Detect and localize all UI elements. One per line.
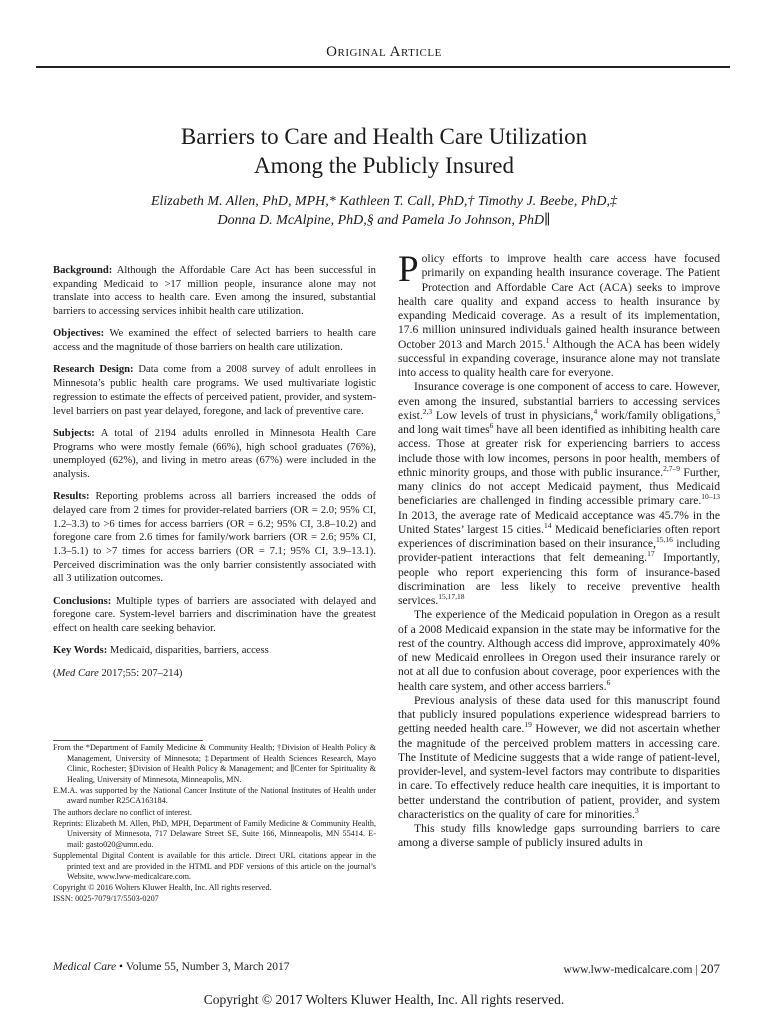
body-text: work/family obligations, bbox=[597, 408, 717, 422]
body-paragraph bbox=[398, 694, 720, 822]
abstract-objectives bbox=[53, 327, 376, 354]
citation-ref: 15,17,18 bbox=[438, 592, 465, 602]
section-label: Original Article bbox=[326, 44, 442, 60]
abstract-text: Multiple types of barriers are associated with delayed and foregone care. System-level barriers and discrimination have the greatest effect on health care seeking behavior. bbox=[53, 595, 376, 635]
body-text: including provider-patient interactions that felt demeaning. bbox=[398, 537, 720, 565]
article-title bbox=[60, 122, 708, 180]
body-paragraph bbox=[398, 380, 720, 608]
abstract-label: Background: bbox=[53, 265, 113, 276]
footnote-issn: ISSN: 0025-7079/17/5503-0207 bbox=[53, 894, 159, 904]
author-line: Donna D. McAlpine, PhD,§ and Pamela Jo Johnson, PhD∥ bbox=[217, 213, 551, 228]
citation-ref: 3 bbox=[634, 805, 639, 815]
footer-journal-info bbox=[53, 961, 290, 973]
citation-ref: 1 bbox=[545, 335, 550, 345]
citation-ref: 19 bbox=[524, 720, 532, 730]
footer-journal-name: Medical Care bbox=[53, 961, 117, 973]
citation-ref: 15,16 bbox=[655, 535, 673, 545]
body-text: The experience of the Medicaid population in Oregon as a result of a 2008 Medicaid expansion in the state may be informative for the rest of the country. Although access did improve, approximately 40% of new Medicaid enrollees in Oregon used their insurance rarely or not at all due to confusion about coverage, poor experiences with the health care system, and other access barriers. bbox=[398, 608, 720, 693]
body-text: However, we did not ascertain whether the magnitude of the perceived problem matters in accessing care. The Institute of Medicine suggests that a wide range of patient-level, provider-level, and system-level factors may contribute to disparities in care. To effectively reduce health care inequities, it is important to better understand the contribution of patient, provider, and system characteristics on the quality of care for minorities. bbox=[398, 722, 721, 821]
citation-ref: 4 bbox=[593, 406, 598, 416]
abstract-background bbox=[53, 264, 376, 319]
body-paragraph bbox=[398, 608, 720, 694]
abstract bbox=[53, 264, 376, 689]
citation-rest: 2017;55: 207–214) bbox=[101, 667, 183, 679]
footer-bullet: • bbox=[119, 961, 124, 973]
abstract-citation bbox=[53, 667, 376, 681]
body-text: Importantly, people who report experiencing this form of insurance-based discrimination are less likely to receive preventive health services. bbox=[398, 551, 721, 607]
title-line: Barriers to Care and Health Care Utilization bbox=[180, 124, 588, 149]
page-number: 207 bbox=[700, 961, 720, 976]
body-text: In 2013, the average rate of Medicaid acceptance was 45.7% in the United States’ largest 15 cities. bbox=[398, 508, 720, 536]
citation-ref: 2,7–9 bbox=[663, 463, 680, 473]
abstract-text: Medicaid, disparities, barriers, access bbox=[109, 645, 269, 657]
body-text: Insurance coverage is one component of access to care. However, even among the insured, substantial barriers to accessing services exist. bbox=[398, 380, 720, 422]
footnote-reprints: Reprints: Elizabeth M. Allen, PhD, MPH, Department of Family Medicine & Community Health, University of Minnesota, 717 Delaware Street SE, Suite 166, Minneapolis, MN 55414. E-mail: gasto020@umn.edu. bbox=[53, 818, 376, 849]
footer-site-info bbox=[564, 961, 720, 977]
body-text: Although the ACA has been widely successful in expanding coverage, insurance alone may not translate into access to quality health care for everyone. bbox=[398, 337, 720, 379]
body-text: have all been identified as inhibiting health care access. Those at greater risk for experiencing barriers to access include those with low incomes, persons in poor health, members of ethnic minority groups, and those with public insurance. bbox=[398, 423, 720, 479]
body-text: Medicaid beneficiaries often report experiences of discrimination based on their insurance, bbox=[398, 522, 720, 550]
body-paragraph bbox=[398, 249, 720, 380]
footnote-rule bbox=[53, 740, 203, 741]
body-text: Previous analysis of these data used for this manuscript found that publicly insured populations experience widespread barriers to getting needed health care. bbox=[398, 693, 720, 736]
header-rule bbox=[36, 66, 730, 68]
abstract-text: A total of 2194 adults enrolled in Minnesota Health Care Programs who were mostly female (66%), high school graduates (76%), unemployed (62%), and living in metro areas (67%) were included in the analysis. bbox=[53, 427, 376, 480]
body-text: This study fills knowledge gaps surrounding barriers to care among a diverse sample of publicly insured adults in bbox=[398, 822, 720, 850]
abstract-text: Although the Affordable Care Act has been successful in expanding Medicaid to >17 million people, insurance alone may not translate into access to health care. Even among the insured, substantial barriers to accessing services inhibit health care utilization. bbox=[53, 265, 376, 318]
author-list bbox=[60, 192, 708, 230]
abstract-text: We examined the effect of selected barriers to health care access and the magnitude of those barriers on health care utilization. bbox=[53, 328, 376, 354]
footnote-copyright: Copyright © 2016 Wolters Kluwer Health, Inc. All rights reserved. bbox=[53, 883, 272, 893]
author-line: Elizabeth M. Allen, PhD, MPH,* Kathleen T. Call, PhD,† Timothy J. Beebe, PhD,‡ bbox=[150, 194, 618, 209]
citation-ref: 2,3 bbox=[422, 406, 433, 416]
body-text: and long wait times bbox=[398, 423, 490, 436]
footer-separator: | bbox=[695, 964, 698, 976]
citation-ref: 17 bbox=[647, 549, 655, 559]
citation-ref: 10–13 bbox=[701, 492, 720, 502]
footnote-supplemental: Supplemental Digital Content is available for this article. Direct URL citations appear in the printed text and are provided in the HTML and PDF versions of this article on the journal’s Website, www.lww-medicalcare.com. bbox=[53, 850, 376, 882]
footnotes bbox=[53, 743, 376, 905]
abstract-label: Results: bbox=[53, 491, 90, 503]
article-body bbox=[398, 249, 721, 851]
abstract-label: Conclusions: bbox=[53, 595, 112, 607]
footnote-affiliations: From the *Department of Family Medicine & Community Health; †Division of Health Policy & Management, University of Minnesota; ‡Department of Health Sciences Research, Mayo Clinic, Rochester; §Division of Health Policy & Management; and ∥Center for Spirituality & Healing, University of Minnesota, Minneapolis, MN. bbox=[53, 743, 376, 784]
abstract-text: Reporting problems across all barriers increased the odds of delayed care from 2 times for provider-related barriers (OR = 2.0; 95% CI, 1.2–3.3) to >6 times for access barriers (OR = 6.2; 95% CI, 3.8–10.2) and foregone care from 2.6 times for family/work barriers (OR = 2.6; 95% CI, 1.3–5.1) to >7 times for access barriers (OR = 7.1; 95% CI, 3.9–13.1). Perceived discrimination was the only barrier consistently associated with all 3 utilization outcomes. bbox=[53, 491, 376, 585]
abstract-results bbox=[53, 490, 376, 586]
footnote-conflict: The authors declare no conflict of interest. bbox=[53, 807, 192, 817]
abstract-label: Research Design: bbox=[53, 364, 134, 376]
body-text: olicy efforts to improve health care access have focused primarily on expanding health insurance coverage. The Patient Protection and Affordable Care Act (ACA) seeks to improve health care quality and expand access to health insurance by expanding Medicaid coverage. As a result of its implementation, 17.6 million uninsured individuals gained health insurance between October 2013 and March 2015. bbox=[398, 252, 720, 351]
abstract-label: Objectives: bbox=[53, 328, 105, 340]
body-text: Further, many clinics do not accept Medicaid payment, thus Medicaid beneficiaries are challenged in finding accessible primary care. bbox=[398, 465, 720, 508]
footer-url-link[interactable]: www.lww-medicalcare.com bbox=[563, 964, 693, 976]
citation-ref: 5 bbox=[716, 406, 720, 416]
citation-ref: 6 bbox=[489, 421, 494, 431]
citation-ref: 6 bbox=[606, 677, 611, 687]
body-paragraph bbox=[398, 822, 720, 851]
body-text: Low levels of trust in physicians, bbox=[432, 408, 594, 422]
footnote-funding: E.M.A. was supported by the National Cancer Institute of the National Institutes of Health under award number R25CA163184. bbox=[53, 785, 376, 806]
citation-journal: Med Care bbox=[56, 667, 99, 679]
abstract-keywords bbox=[53, 644, 376, 658]
abstract-label: Subjects: bbox=[53, 427, 95, 439]
abstract-research-design bbox=[53, 363, 376, 418]
abstract-conclusions bbox=[53, 595, 376, 636]
title-line: Among the Publicly Insured bbox=[254, 153, 514, 178]
footer-issue: Volume 55, Number 3, March 2017 bbox=[125, 961, 290, 973]
abstract-label: Key Words: bbox=[53, 645, 108, 657]
abstract-text: Data come from a 2008 survey of adult enrollees in Minnesota’s public health care programs. We used multivariate logistic regression to estimate the effects of perceived patient, provider, and system-level barriers on past year delayed, foregone, and lack of preventive care. bbox=[53, 364, 376, 417]
abstract-subjects bbox=[53, 427, 376, 482]
copyright-notice: Copyright © 2017 Wolters Kluwer Health, Inc. All rights reserved. bbox=[203, 992, 565, 1007]
citation-ref: 14 bbox=[543, 520, 552, 530]
drop-cap: P bbox=[398, 249, 419, 290]
citation-open: ( bbox=[53, 667, 57, 679]
